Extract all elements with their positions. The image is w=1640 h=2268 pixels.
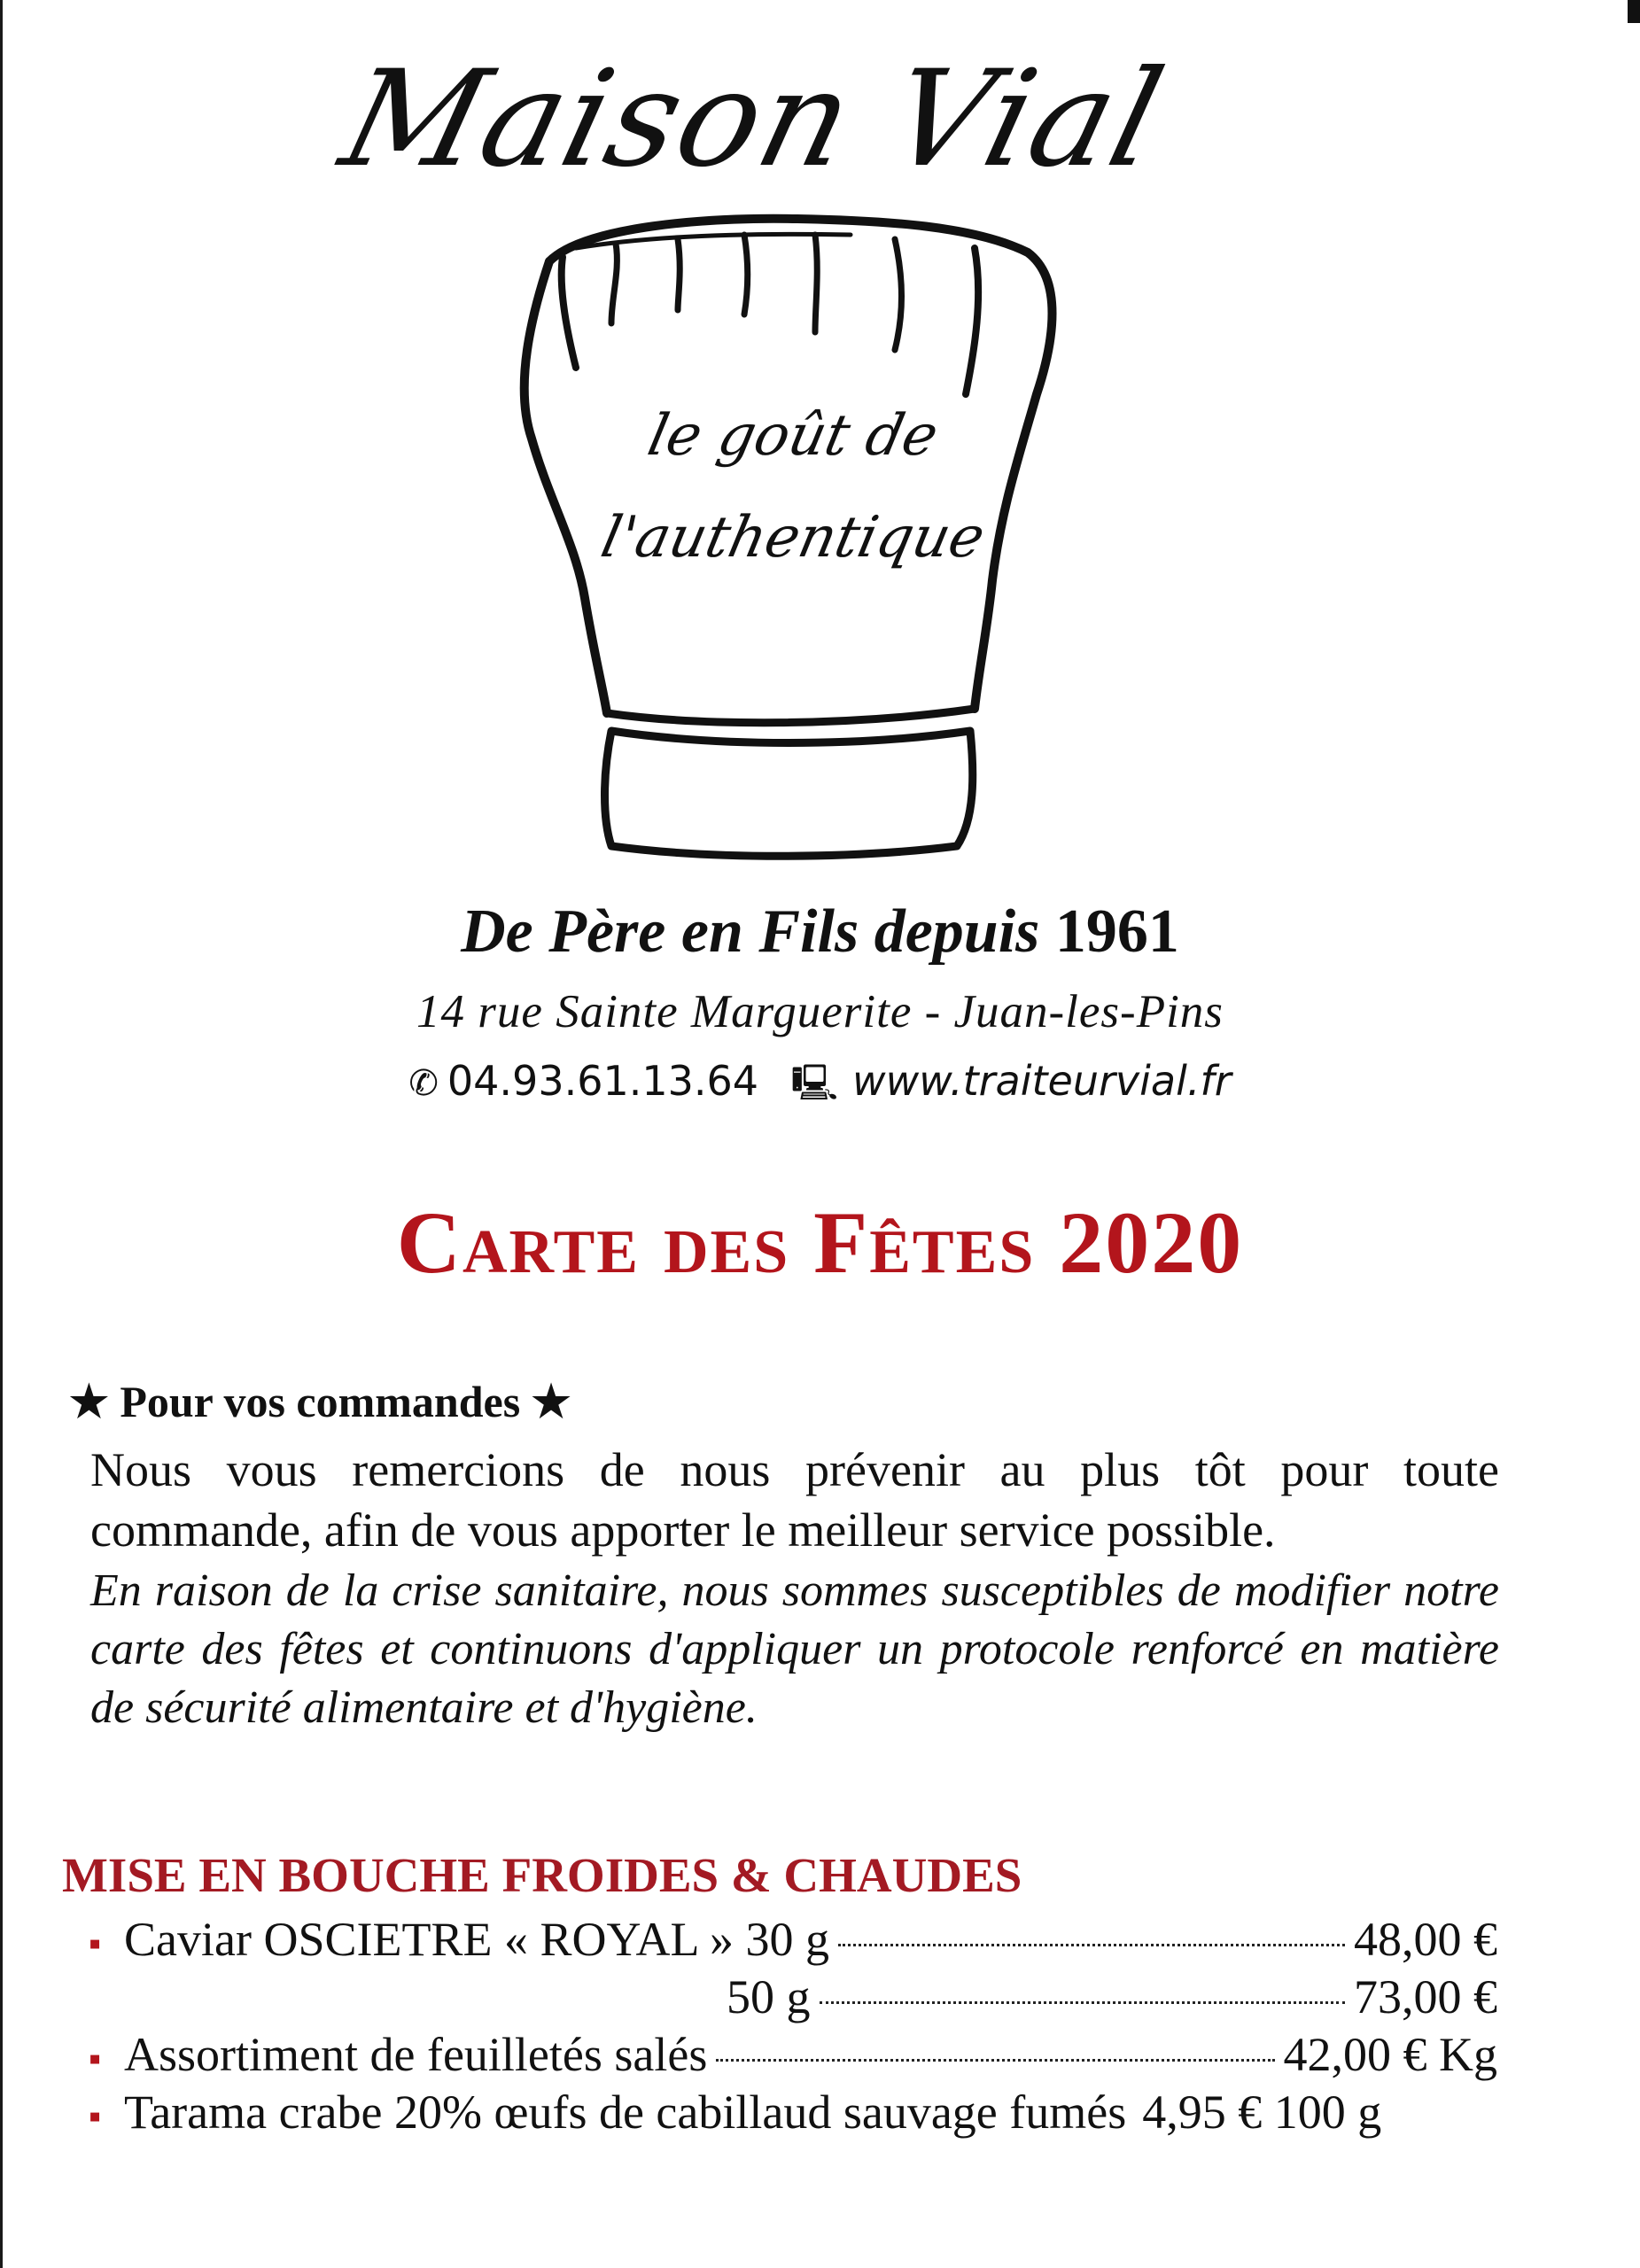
page-title-text: Carte des Fêtes 2020: [396, 1193, 1244, 1292]
leader-dots: [716, 2059, 1274, 2062]
brand-tagline-line2: l'authentique: [595, 505, 991, 571]
bullet-icon: ▪: [89, 2096, 102, 2136]
page-title: [0, 1192, 1640, 1293]
menu-item-price: 73,00 €: [1354, 1970, 1497, 2023]
menu-item-name: 50 g: [727, 1970, 811, 2023]
leader-dots: [838, 1944, 1345, 1946]
orders-heading: ★ Pour vos commandes ★: [69, 1377, 571, 1426]
phone-icon: ✆: [408, 1063, 439, 1104]
bullet-icon: ▪: [89, 2039, 102, 2078]
since-line: [0, 897, 1640, 967]
item-name-prefix: Caviar: [124, 1913, 264, 1966]
menu-item-price: 48,00 €: [1354, 1913, 1497, 1966]
scan-corner-mark: [1628, 0, 1640, 23]
since-text: De Père en Fils depuis: [461, 897, 1040, 966]
menu-item: [89, 2085, 1497, 2141]
contact-line: [0, 1057, 1640, 1118]
brand-logo-text: Maison Vial: [328, 43, 1178, 197]
bullet-icon: ▪: [89, 1923, 102, 1963]
menu-item: [89, 1969, 1497, 2026]
address-line: 14 rue Sainte Marguerite - Juan-les-Pins: [416, 986, 1224, 1037]
section-title: MISE EN BOUCHE FROIDES & CHAUDES: [62, 1848, 1022, 1902]
scan-left-border: [0, 0, 3, 2268]
menu-item-price: 4,95 € 100 g: [1142, 2085, 1382, 2139]
item-name-caps: OSCIETRE « ROYAL »: [263, 1913, 734, 1966]
menu-item: [89, 1912, 1497, 1969]
website-link: www.traiteurvial.fr: [852, 1057, 1232, 1105]
brand-tagline-line1: le goût de: [641, 403, 944, 469]
menu-item-name: [124, 1912, 829, 1967]
menu-item-name: Assortiment de feuilletés salés: [124, 2028, 708, 2081]
since-year: 1961: [1054, 897, 1179, 966]
menu-item: [89, 2027, 1497, 2084]
menu-item-price: 42,00 € Kg: [1283, 2028, 1497, 2081]
item-name-suffix: 30 g: [733, 1913, 829, 1966]
computer-icon: 🖳: [790, 1063, 839, 1104]
menu-item-name: Tarama crabe 20% œufs de cabillaud sauvage fumés: [124, 2085, 1127, 2139]
leader-dots: [820, 2001, 1346, 2004]
orders-paragraph-1: Nous vous remercions de nous prévenir au plus tôt pour toute commande, afin de vous apporter le meilleur service possible.: [90, 1443, 1499, 1557]
orders-paragraph-2: En raison de la crise sanitaire, nous sommes susceptibles de modifier notre carte des fêtes et continuons d'appliquer un protocole renforcé en matière de sécurité alimentaire et d'hygiène.: [90, 1565, 1499, 1733]
phone-number: 04.93.61.13.64: [447, 1057, 759, 1105]
